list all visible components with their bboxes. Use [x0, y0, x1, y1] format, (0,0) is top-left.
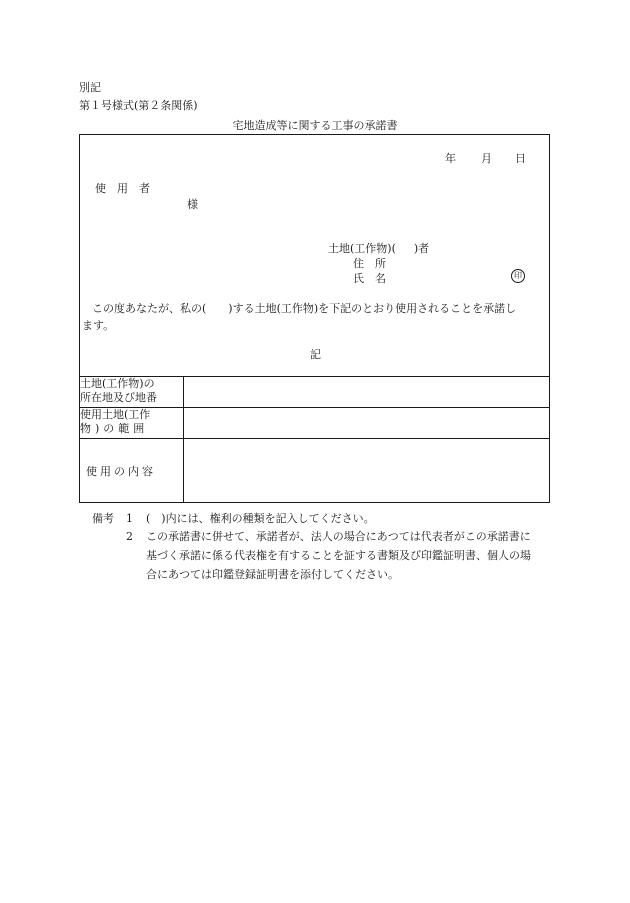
note1-text: ( )内には、権利の種類を記入してください。: [146, 512, 375, 525]
owner-role-suffix: )者: [413, 242, 430, 255]
row-location-line2: 所在地及び地番: [80, 391, 157, 404]
row-location-line1: 土地(工作物)の: [80, 377, 155, 390]
row-range-line2: 物)の範囲: [80, 422, 149, 435]
consent-text-line1: この度あなたが、私の( )する土地(工作物)を下記のとおり使用されることを承諾し: [92, 302, 517, 315]
row-range-line1: 使用土地(工作: [80, 408, 151, 421]
row-use-label: 使用の内容: [86, 465, 156, 478]
owner-role-prefix: 土地(工作物)(: [328, 242, 396, 255]
note2-number: 2: [126, 530, 133, 543]
owner-role: [328, 243, 429, 254]
appendix-label: 別記: [79, 81, 101, 94]
owner-name-label: 氏 名: [353, 272, 386, 285]
honorific-sama: 様: [187, 198, 198, 211]
notes-label: 備考: [92, 512, 114, 525]
note1-number: 1: [126, 512, 133, 525]
form-number: 第１号様式(第２条関係): [79, 99, 198, 112]
user-label: 使 用 者: [95, 182, 150, 195]
owner-address-label: 住 所: [353, 257, 386, 270]
table-column-divider: [183, 376, 184, 503]
date-month: 月: [481, 152, 492, 165]
note2-line1: この承諾書に併せて、承諾者が、法人の場合にあつては代表者がこの承諾書に: [146, 530, 531, 543]
date-day: 日: [515, 152, 526, 165]
seal-mark: 印: [511, 269, 525, 283]
table-divider-2: [79, 438, 550, 439]
consent-text-line2: ます。: [82, 319, 115, 332]
date-year: 年: [445, 152, 456, 165]
note2-line3: 合にあつては印鑑登録証明書を添付してください。: [146, 568, 399, 581]
row-range-label: [80, 408, 182, 436]
note2-line2: 基づく承諾に係る代表権を有することを証する書類及び印鑑証明書、個人の場: [146, 549, 531, 562]
ki-label: 記: [310, 348, 321, 361]
row-location-label: [80, 377, 182, 405]
document-title: 宅地造成等に関する工事の承諾書: [232, 119, 398, 132]
